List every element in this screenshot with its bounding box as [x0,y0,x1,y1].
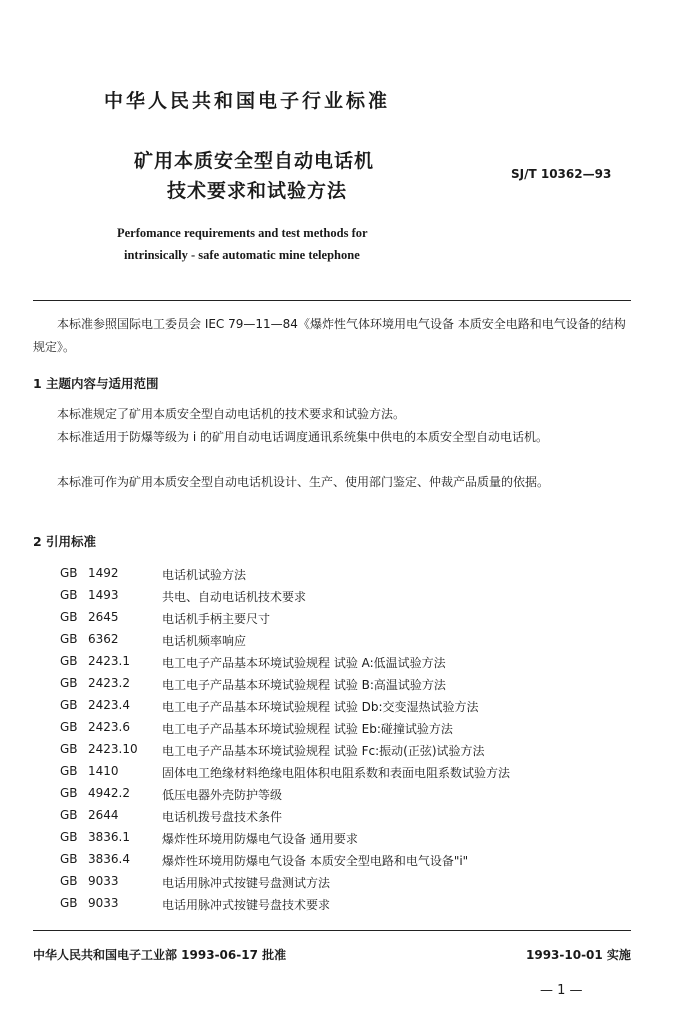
standard-prefix: GB [60,698,78,712]
standard-row [60,808,282,830]
standard-prefix: GB [60,874,78,888]
standard-number: 2423.4 [88,698,130,712]
standard-prefix: GB [60,566,78,580]
header-divider [33,300,631,301]
standard-number: 3836.4 [88,852,130,866]
footer-divider [33,930,631,931]
standard-number: 2423.2 [88,676,130,690]
standard-number: 4942.2 [88,786,130,800]
approval-line: 中华人民共和国电子工业部 1993-06-17 批准 [33,948,287,962]
standard-title: 电工电子产品基本环境试验规程 试验 Eb:碰撞试验方法 [162,722,453,736]
standard-title: 固体电工绝缘材料绝缘电阻体积电阻系数和表面电阻系数试验方法 [162,766,511,780]
standard-title: 电工电子产品基本环境试验规程 试验 Db:交变湿热试验方法 [162,700,479,714]
standard-number: 9033 [88,874,119,888]
english-title-line1: Perfomance requirements and test methods for [117,226,368,240]
standard-row [60,742,485,764]
document-title-line2: 技术要求和试验方法 [167,180,348,202]
standard-title: 电话用脉冲式按键号盘技术要求 [162,898,331,912]
standard-number: 1492 [88,566,119,580]
standard-row [60,764,510,786]
standard-row [60,632,246,654]
standard-title: 电工电子产品基本环境试验规程 试验 B:高温试验方法 [162,678,446,692]
standard-prefix: GB [60,632,78,646]
standard-row [60,830,358,852]
standard-prefix: GB [60,786,78,800]
section1-heading: 1 主题内容与适用范围 [33,376,159,391]
standard-prefix: GB [60,896,78,910]
standard-title: 电话机频率响应 [162,634,247,648]
standard-row [60,874,330,896]
standard-row [60,896,330,918]
section2-heading: 2 引用标准 [33,534,97,549]
standard-number: 2423.6 [88,720,130,734]
section1-paragraph: 本标准规定了矿用本质安全型自动电话机的技术要求和试验方法。 [57,407,406,421]
standard-title: 电话机手柄主要尺寸 [162,612,271,626]
standard-title: 电工电子产品基本环境试验规程 试验 A:低温试验方法 [162,656,446,670]
standard-code: SJ/T 10362—93 [511,167,612,181]
standard-number: 6362 [88,632,119,646]
standard-row [60,654,446,676]
implementation-date: 1993-10-01 实施 [526,948,631,962]
standard-row [60,698,479,720]
standard-number: 9033 [88,896,119,910]
document-title-line1: 矿用本质安全型自动电话机 [134,150,375,172]
standard-title: 爆炸性环境用防爆电气设备 本质安全型电路和电气设备"i" [162,854,469,868]
section1-paragraph: 本标准适用于防爆等级为 i 的矿用自动电话调度通讯系统集中供电的本质安全型自动电话机。 [57,430,548,444]
standard-number: 2644 [88,808,119,822]
standard-number: 2423.1 [88,654,130,668]
standard-title: 低压电器外壳防护等级 [162,788,283,802]
section1-paragraph: 本标准可作为矿用本质安全型自动电话机设计、生产、使用部门鉴定、仲裁产品质量的依据。 [57,475,550,489]
standard-row [60,786,282,808]
standard-title: 爆炸性环境用防爆电气设备 通用要求 [162,832,358,846]
english-title-line2: intrinsically - safe automatic mine telephone [124,248,360,262]
standard-row [60,610,270,632]
standard-title: 电工电子产品基本环境试验规程 试验 Fc:振动(正弦)试验方法 [162,744,485,758]
standard-number: 1410 [88,764,119,778]
page-number: — 1 — [540,983,583,998]
standard-prefix: GB [60,830,78,844]
intro-paragraph: 本标准参照国际电工委员会 IEC 79—11—84《爆炸性气体环境用电气设备 本质安全电路和电气设备的结构规定》。 [33,317,626,354]
standard-prefix: GB [60,610,78,624]
standard-row [60,720,453,742]
standard-number: 3836.1 [88,830,130,844]
standard-row [60,588,306,610]
standard-title: 电话机试验方法 [162,568,247,582]
standard-row [60,852,468,874]
standard-number: 2423.10 [88,742,138,756]
standard-prefix: GB [60,720,78,734]
standard-prefix: GB [60,852,78,866]
standard-row [60,566,246,588]
standard-title: 电话用脉冲式按键号盘测试方法 [162,876,331,890]
standard-prefix: GB [60,588,78,602]
standard-prefix: GB [60,764,78,778]
standard-title: 共电、自动电话机技术要求 [162,590,307,604]
standard-prefix: GB [60,676,78,690]
organization-title: 中华人民共和国电子行业标准 [104,90,391,112]
standard-number: 2645 [88,610,119,624]
standard-prefix: GB [60,808,78,822]
standard-prefix: GB [60,654,78,668]
standard-prefix: GB [60,742,78,756]
standard-title: 电话机拨号盘技术条件 [162,810,283,824]
standard-number: 1493 [88,588,119,602]
standard-row [60,676,446,698]
